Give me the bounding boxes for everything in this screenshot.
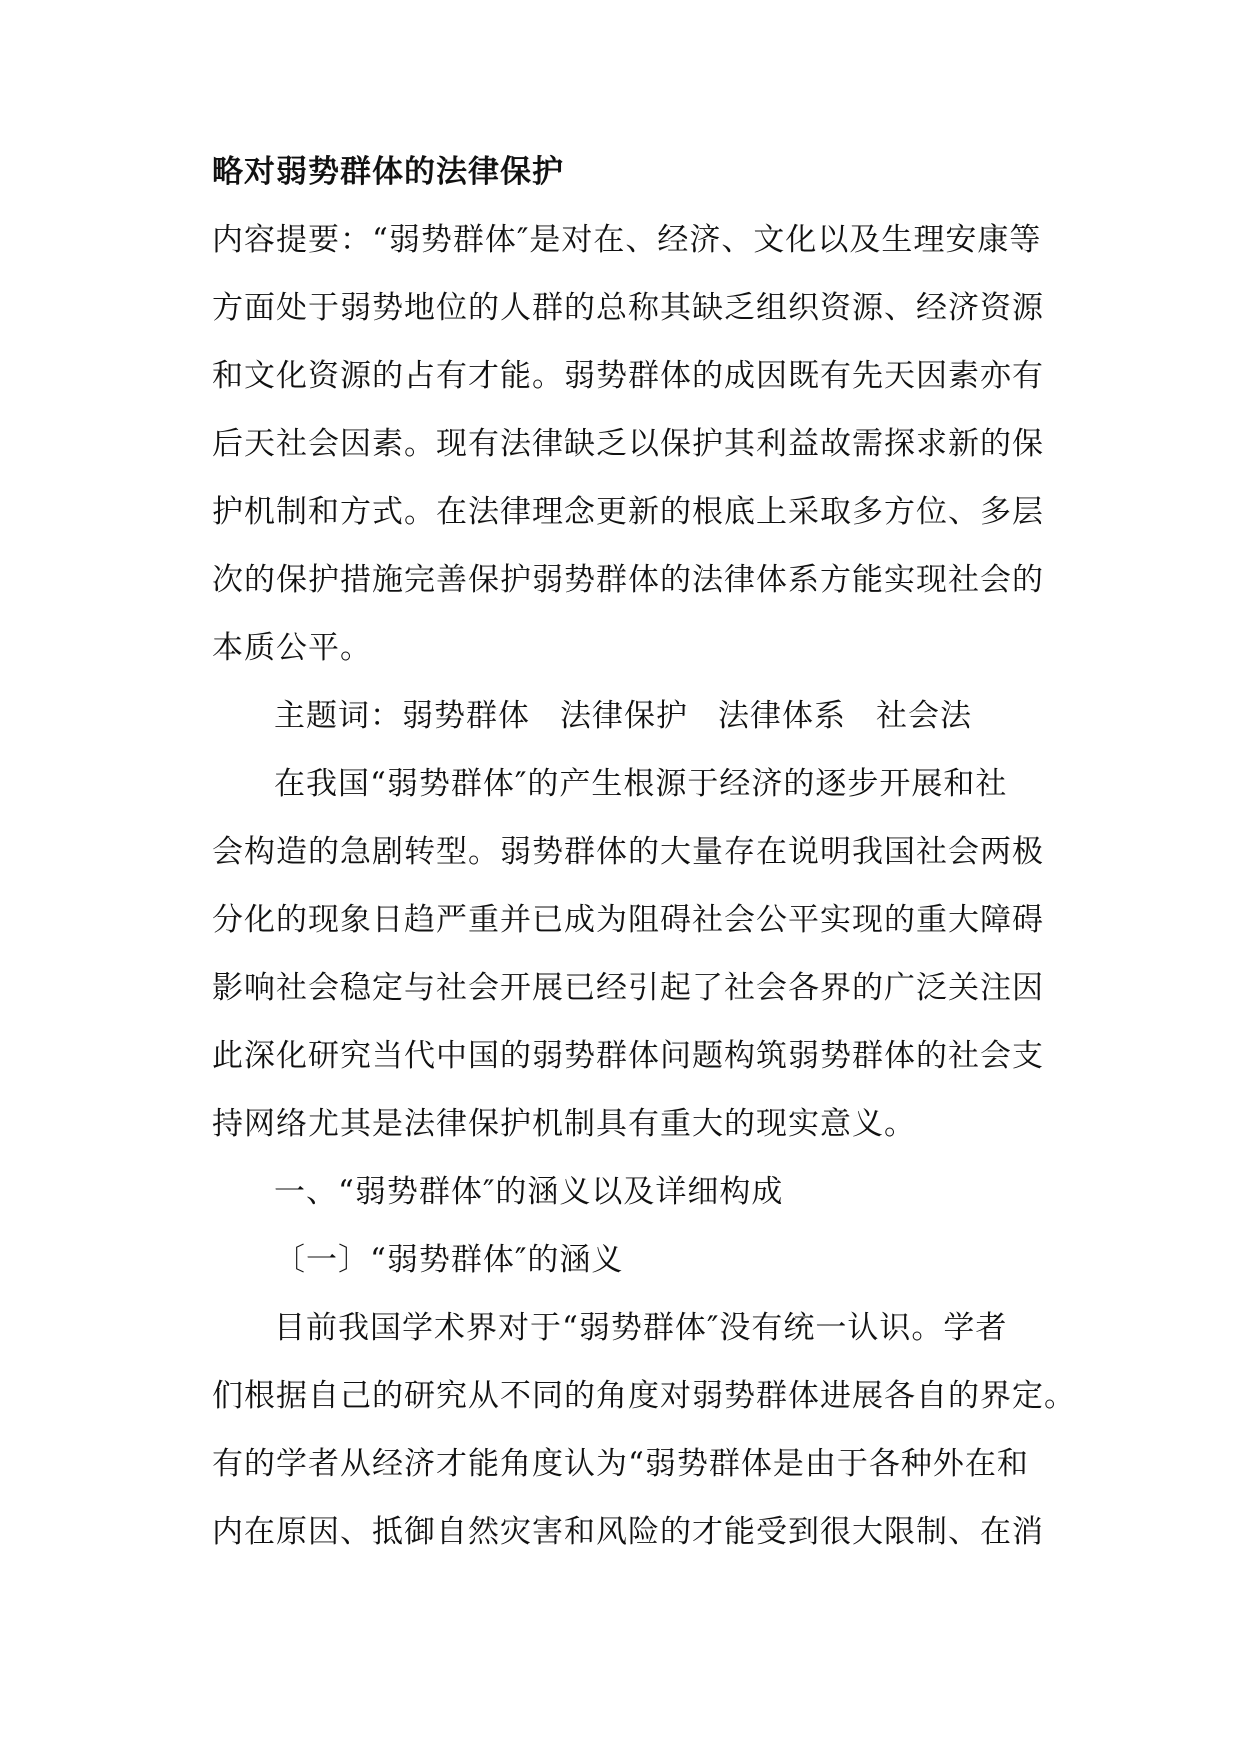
abstract-line-7: 本质公平。 <box>212 630 372 666</box>
body-line: 持网络尤其是法律保护机制具有重大的现实意义。 <box>212 1106 916 1142</box>
abstract-line-2: 方面处于弱势地位的人群的总称其缺乏组织资源、经济资源 <box>212 290 1044 326</box>
body-line: 会构造的急剧转型。弱势群体的大量存在说明我国社会两极 <box>212 834 1044 870</box>
body-line: 在我国“弱势群体″的产生根源于经济的逐步开展和社 <box>274 766 1008 802</box>
body-line: 分化的现象日趋严重并已成为阻碍社会公平实现的重大障碍 <box>212 902 1044 938</box>
document-title: 略对弱势群体的法律保护 <box>212 154 564 190</box>
keyword-item: 弱势群体 <box>402 698 530 734</box>
body-line: 目前我国学术界对于“弱势群体″没有统一认识。学者 <box>274 1310 1008 1346</box>
body-line: 此深化研究当代中国的弱势群体问题构筑弱势群体的社会支 <box>212 1038 1044 1074</box>
body-line: 们根据自己的研究从不同的角度对弱势群体进展各自的界定。 <box>212 1378 1076 1414</box>
body-line: 有的学者从经济才能角度认为“弱势群体是由于各种外在和 <box>212 1446 1029 1482</box>
body-line: 影响社会稳定与社会开展已经引起了社会各界的广泛关注因 <box>212 970 1044 1006</box>
keywords-label: 主题词： <box>274 698 402 734</box>
abstract-line-3: 和文化资源的占有才能。弱势群体的成因既有先天因素亦有 <box>212 358 1044 394</box>
abstract-line-4: 后天社会因素。现有法律缺乏以保护其利益故需探求新的保 <box>212 426 1044 462</box>
keywords-line <box>274 696 1104 736</box>
body-line: 内在原因、抵御自然灾害和风险的才能受到很大限制、在消 <box>212 1514 1044 1550</box>
subsection-heading: 〔一〕“弱势群体″的涵义 <box>274 1242 624 1278</box>
abstract-line-1: 内容提要：“弱势群体″是对在、经济、文化以及生理安康等 <box>212 222 1042 258</box>
keyword-item: 法律保护 <box>560 698 688 734</box>
keyword-item: 社会法 <box>876 698 972 734</box>
section-heading: 一、“弱势群体″的涵义以及详细构成 <box>274 1174 784 1210</box>
keyword-item: 法律体系 <box>718 698 846 734</box>
abstract-line-6: 次的保护措施完善保护弱势群体的法律体系方能实现社会的 <box>212 562 1044 598</box>
abstract-line-5: 护机制和方式。在法律理念更新的根底上采取多方位、多层 <box>212 494 1044 530</box>
